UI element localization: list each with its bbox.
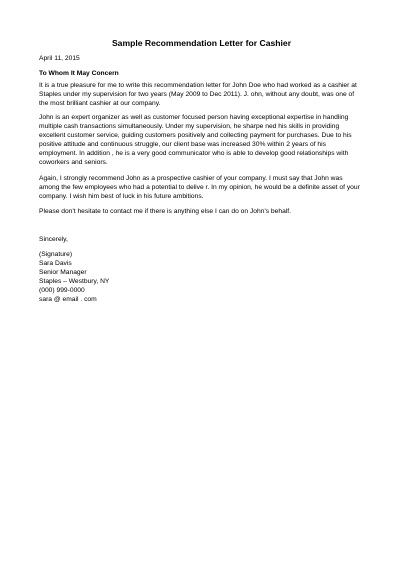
paragraph-line: Staples under my supervision for two years (May 2009 to Dec 2011). J. ohn, without any doubt, was one of — [39, 91, 355, 99]
signer-name: Sara Davis — [39, 260, 72, 267]
letter-closing: Sincerely, — [39, 236, 68, 243]
paragraph-line: among the few employees who had a potential to delive r. In my opinion, he would be a definite asset of your — [39, 184, 360, 192]
signer-phone: (000) 999-0000 — [39, 287, 85, 294]
paragraph-line: It is a true pleasure for me to write this recommendation letter for John Doe who had worked as a cashier at — [39, 82, 357, 89]
letter-title: Sample Recommendation Letter for Cashier — [111, 38, 292, 48]
paragraph-line: John is an expert organizer as well as customer focused person having exceptional expertise in handling — [39, 114, 349, 121]
paragraph-line: Again, I strongly recommend John as a prospective cashier of your company. I must say that John was — [39, 175, 343, 182]
paragraph-line: Please don't hesitate to contact me if there is anything else I can do on John's behalf. — [39, 208, 292, 215]
paragraph-line: positive attitude and continuous struggle, our client base was increased 30% within 2 years of his — [39, 141, 326, 149]
signer-company-location: Staples – Westbury, NY — [39, 278, 110, 285]
paragraph-line: employment. In addition , he is a very good communicator who is able to develop good relationships with — [39, 150, 349, 158]
paragraph-line: the most brilliant cashier at our company. — [39, 100, 161, 108]
paragraph-contact — [39, 207, 369, 216]
signer-email: sara @ email . com — [39, 296, 97, 303]
paragraph-line: coworkers and seniors. — [39, 159, 108, 167]
paragraph-line: company. I wish him best of luck in his future ambitions. — [39, 193, 204, 201]
letter-salutation: To Whom It May Concern — [39, 70, 119, 77]
signature-placeholder: (Signature) — [39, 251, 73, 258]
paragraph-skills — [39, 113, 369, 167]
letter-date: April 11, 2015 — [39, 55, 80, 62]
paragraph-recommendation — [39, 174, 369, 201]
signer-title: Senior Manager — [39, 269, 87, 276]
paragraph-line: multiple cash transactions simultaneously. Under my supervision, he sharpe ned his skills in providing — [39, 123, 340, 131]
paragraph-intro — [39, 81, 369, 108]
paragraph-line: excellent customer service, guiding customers positively and collecting payment for purchases. Due to his — [39, 132, 352, 140]
